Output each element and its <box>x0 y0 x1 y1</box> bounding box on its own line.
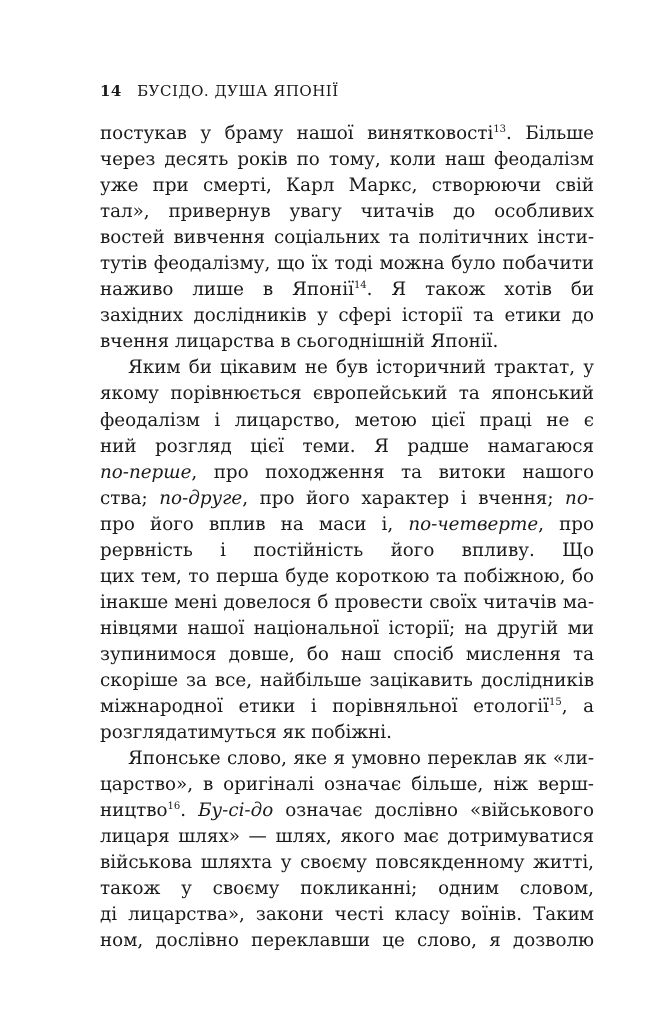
text-run: ства; <box>100 487 160 509</box>
text-run: Японське слово, яке я умовно переклав як «ли- <box>128 748 594 770</box>
text-run: міжнародної етики і порівняльної етології <box>100 696 549 718</box>
text-run: військова шляхта у своєму повсякденному житті, <box>100 852 594 874</box>
text-line <box>100 876 594 902</box>
text-run: цих тем, то перша буде короткою та побіжною, бо <box>100 565 594 587</box>
text-line <box>100 928 594 954</box>
text-run: нівцями нашої національної історії; на другій ми <box>100 617 594 639</box>
text-line <box>100 850 594 876</box>
text-line <box>100 590 594 616</box>
text-line <box>100 460 594 486</box>
text-line <box>100 564 594 590</box>
footnote-ref: 15 <box>548 696 562 708</box>
text-run: означає дослівно «військового <box>273 800 594 822</box>
text-line <box>100 251 594 277</box>
text-run: ном, дослівно переклавши це слово, я дозволю <box>100 930 594 952</box>
text-run: розглядатимуться як побіжні. <box>100 722 392 744</box>
footnote-ref: 13 <box>493 123 507 135</box>
text-line <box>100 434 594 460</box>
text-run: зупинимося довше, бо наш спосіб мислення та <box>100 643 594 665</box>
text-run: ний розгляд цієї теми. Я радше намагаюся <box>100 435 594 457</box>
text-run: , про походження та витоки нашого <box>191 461 594 483</box>
text-run: якому порівнюється європейський та японський <box>100 383 594 405</box>
text-run: про його вплив на маси і, <box>100 513 409 535</box>
footnote-ref: 14 <box>353 280 367 292</box>
text-line <box>100 199 594 225</box>
text-run: ді лицарства», закони честі класу воїнів. Таким <box>100 904 594 926</box>
text-run: . Я також хотів би <box>366 279 594 301</box>
text-line <box>100 303 594 329</box>
text-run: західних дослідників у сфері історії та етики до <box>100 305 594 327</box>
text-run: лицаря шлях» — шлях, якого має дотримуватися <box>100 826 594 848</box>
text-run: Яким би цікавим не був історичний трактат, у <box>128 357 594 379</box>
text-run: ництво <box>100 800 168 822</box>
page-number: 14 <box>100 82 122 100</box>
text-run: , про <box>538 513 594 535</box>
running-title: БУСІДО. ДУША ЯПОНІЇ <box>137 82 339 100</box>
italic-term: Бу-сі-до <box>198 800 274 822</box>
text-run: , про його характер і вчення; <box>242 487 566 509</box>
text-line <box>100 772 594 798</box>
text-line <box>100 694 594 720</box>
text-line <box>100 147 594 173</box>
text-line <box>100 408 594 434</box>
text-line <box>100 746 594 772</box>
text-run: царство», в оригіналі означає більше, ніж верш- <box>100 774 594 796</box>
text-line <box>100 512 594 538</box>
text-run: через десять років по тому, коли наш феодалізм <box>100 149 594 171</box>
text-line <box>100 355 594 381</box>
italic-term: по-перше <box>100 461 192 483</box>
text-run: скоріше за все, найбільше зацікавить дослідників <box>100 669 594 691</box>
text-run: феодалізм і лицарство, метою цієї праці не є <box>100 409 594 431</box>
text-run: тал», привернув увагу читачів до особливих <box>100 201 594 223</box>
text-line <box>100 824 594 850</box>
running-header <box>100 82 339 100</box>
text-line <box>100 225 594 251</box>
body-text <box>100 121 594 955</box>
text-run: , а <box>561 696 594 718</box>
text-line <box>100 329 594 355</box>
text-line <box>100 720 594 746</box>
text-run: . Більше <box>506 123 594 144</box>
text-run: також у своєму покликанні; одним словом, <box>100 878 594 900</box>
text-line <box>100 121 594 147</box>
text-run: востей вивчення соціальних та політичних інсти- <box>100 227 594 249</box>
text-line <box>100 173 594 199</box>
text-line <box>100 668 594 694</box>
text-line <box>100 538 594 564</box>
text-line <box>100 616 594 642</box>
italic-term: по- <box>565 487 594 509</box>
footnote-ref: 16 <box>167 801 181 813</box>
text-line <box>100 486 594 512</box>
text-line <box>100 902 594 928</box>
italic-term: по-друге <box>159 487 243 509</box>
italic-term: по-четверте <box>408 513 539 535</box>
text-run: інакше мені довелося б провести своїх читачів ма- <box>100 591 594 613</box>
text-run: наживо лише в Японії <box>100 279 354 301</box>
text-run: вчення лицарства в сьогоднішній Японії. <box>100 331 499 353</box>
text-run: постукав у браму нашої винятковості <box>100 123 494 144</box>
text-run: уже при смерті, Карл Маркс, створюючи свій <box>100 175 594 197</box>
text-line <box>100 277 594 303</box>
text-line <box>100 381 594 407</box>
text-line <box>100 798 594 824</box>
text-line <box>100 642 594 668</box>
text-run: . <box>180 800 199 822</box>
text-run: рервність і постійність його впливу. Що <box>100 539 594 561</box>
text-run: тутів феодалізму, що їх тоді можна було побачити <box>100 253 594 275</box>
